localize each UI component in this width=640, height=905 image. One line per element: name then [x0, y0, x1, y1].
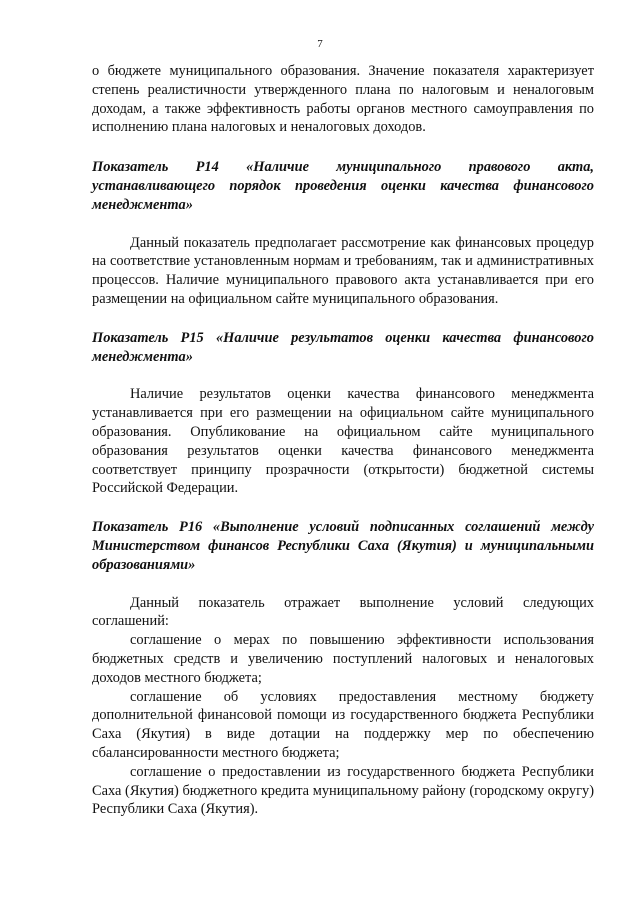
section-heading-p15: Показатель P15 «Наличие результатов оценки качества финансового менеджмента» [92, 329, 594, 365]
page-body [92, 62, 594, 819]
section-p14-paragraph: Данный показатель предполагает рассмотрение как финансовых процедур на соответствие установленным нормам и требованиям, так и административных процессов. Наличие муниципального правового акта устанавливается при его размещении на официальном сайте муниципального образования. [92, 234, 594, 307]
page-number: 7 [317, 38, 323, 50]
agreement-list-item: соглашение об условиях предоставления местному бюджету дополнительной финансовой помощи из государственного бюджета Республики Саха (Якутия) в виде дотации на поддержку мер по обеспечению сбалансированности местного бюджета; [92, 688, 594, 761]
intro-paragraph: о бюджете муниципального образования. Значение показателя характеризует степень реалистичности утвержденного плана по налоговым и неналоговым доходам, а также эффективность работы органов местного самоуправления по исполнению плана налоговых и неналоговых доходов. [92, 63, 594, 136]
agreement-list-item: соглашение о предоставлении из государственного бюджета Республики Саха (Якутия) бюджетного кредита муниципальному району (городскому округу) Республики Саха (Якутия). [92, 763, 594, 818]
section-heading-p14: Показатель P14 «Наличие муниципального правового акта, устанавливающего порядок проведения оценки качества финансового менеджмента» [92, 159, 594, 213]
agreement-list-item: соглашение о мерах по повышению эффективности использования бюджетных средств и увеличению поступлений налоговых и неналоговых доходов местного бюджета; [92, 632, 594, 686]
section-p16-intro-paragraph: Данный показатель отражает выполнение условий следующих соглашений: [92, 594, 594, 630]
section-p15 [92, 329, 594, 498]
section-p14 [92, 158, 594, 309]
section-p15-paragraph: Наличие результатов оценки качества финансового менеджмента устанавливается при его размещении на официальном сайте муниципального образования. Опубликование на официальном сайте муниципального образования результатов оценки качества финансового менеджмента соответствует принципу прозрачности (открытости) бюджетной системы Российской Федерации. [92, 386, 594, 497]
section-p16 [92, 518, 594, 819]
section-heading-p16: Показатель P16 «Выполнение условий подписанных соглашений между Министерством финансов Республики Саха (Якутия) и муниципальными образованиями» [92, 519, 594, 573]
